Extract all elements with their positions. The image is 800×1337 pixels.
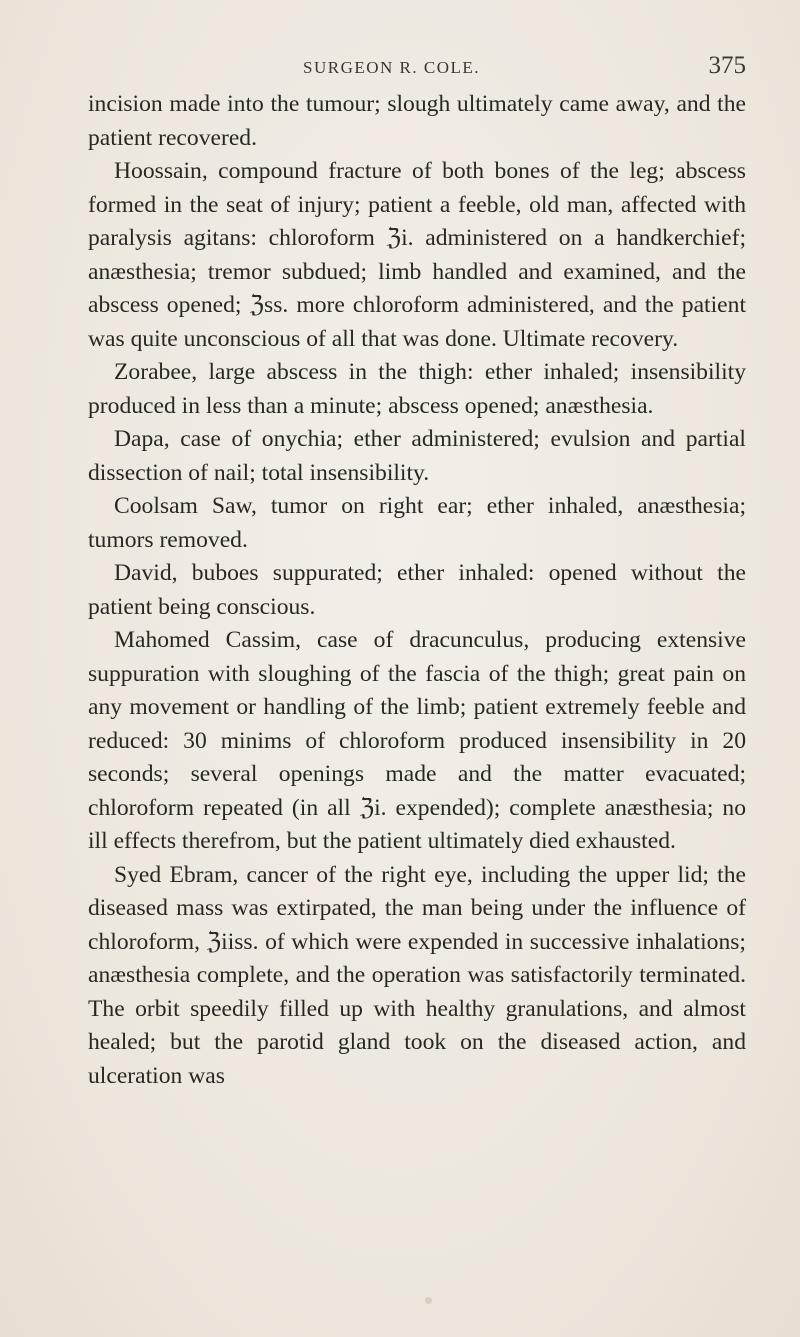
paragraph-dapa: Dapa, case of onychia; ether administered; evulsion and partial dissection of nail; total insensibility. xyxy=(88,426,746,486)
paragraph-david: David, buboes suppurated; ether inhaled: opened without the patient being conscious. xyxy=(88,560,746,620)
paragraph-coolsam-saw: Coolsam Saw, tumor on right ear; ether inhaled, anæsthesia; tumors removed. xyxy=(88,493,746,553)
paragraph-continuation: incision made into the tumour; slough ultimately came away, and the patient recovered. xyxy=(88,91,746,151)
paragraph-hoossain: Hoossain, compound fracture of both bones of the leg; abscess formed in the seat of injury; patient a feeble, old man, affected with paralysis agitans: chloroform ℨi. administered on a handkerchief; anæsthesia; tremor subdued; limb handled and examined, and the abscess opened; ℨss. more chloroform administered, and the patient was quite unconscious of all that was done. Ultimate recovery. xyxy=(88,158,746,352)
paragraph-mahomed-cassim: Mahomed Cassim, case of dracunculus, producing extensive suppuration with sloughing of the fascia of the thigh; great pain on any movement or handling of the limb; patient extremely feeble and reduced: 30 minims of chloroform produced insensibility in 20 seconds; several openings made and the matter evacuated; chloroform repeated (in all ℨi. expended); complete anæsthesia; no ill effects therefrom, but the patient ultimately died exhausted. xyxy=(88,627,746,854)
paper-speck xyxy=(425,1297,432,1304)
body-text xyxy=(88,88,746,1093)
page-number: 375 xyxy=(708,52,746,79)
paragraph-zorabee: Zorabee, large abscess in the thigh: ether inhaled; insensibility produced in less than a minute; abscess opened; anæsthesia. xyxy=(88,359,746,419)
running-head: SURGEON R. COLE. xyxy=(303,58,481,77)
page-header xyxy=(88,50,746,86)
paragraph-syed-ebram: Syed Ebram, cancer of the right eye, including the upper lid; the diseased mass was extirpated, the man being under the influence of chloroform, ℨiiss. of which were expended in successive inhalations; anæsthesia complete, and the operation was satisfactorily terminated. The orbit speedily filled up with healthy granulations, and almost healed; but the parotid gland took on the diseased action, and ulceration was xyxy=(88,861,746,1089)
